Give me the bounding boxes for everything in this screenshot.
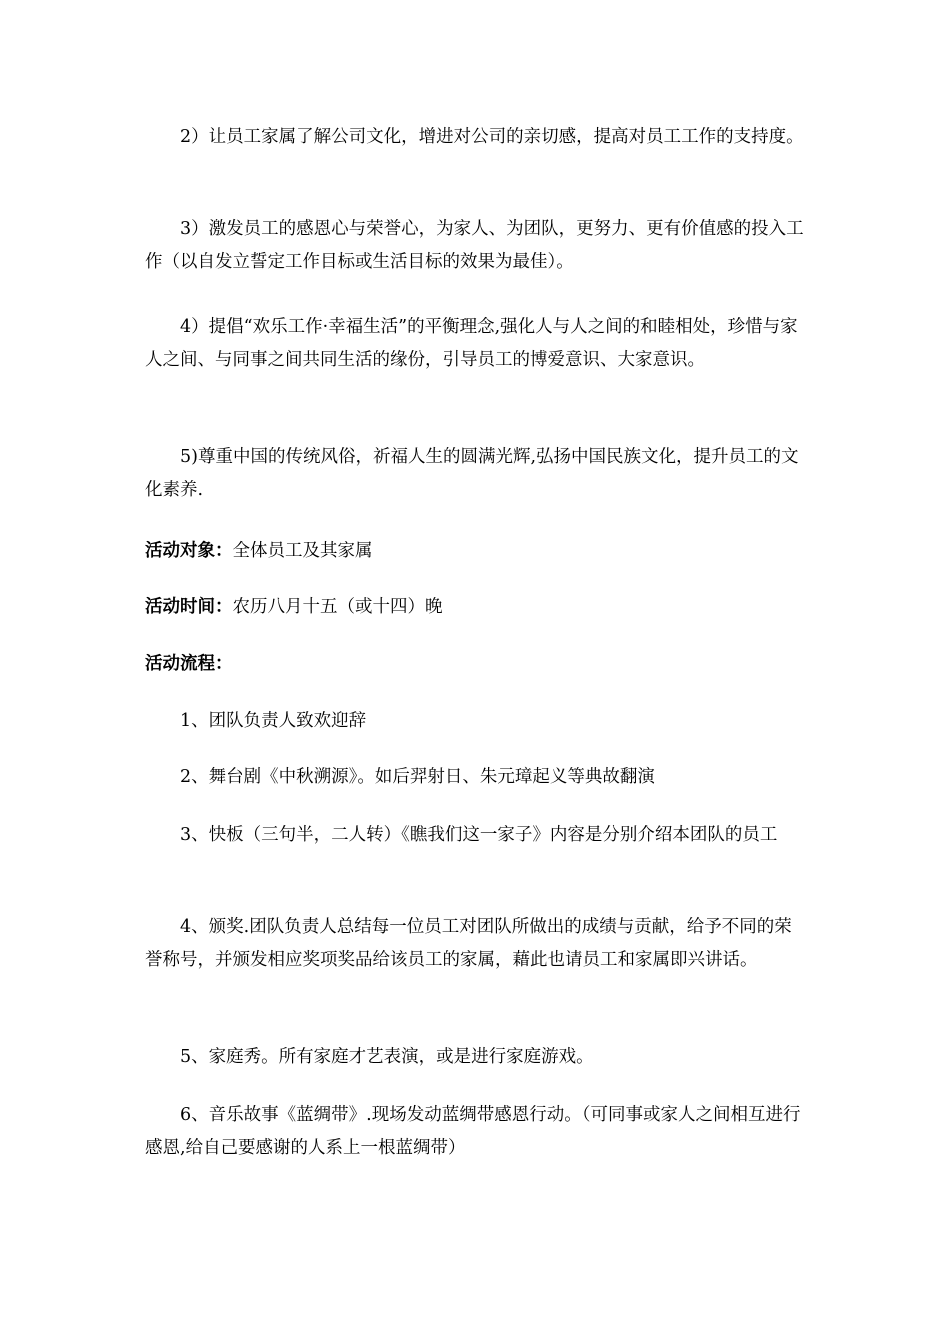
process-step-3: 3、快板（三句半，二人转）《瞧我们这一家子》内容是分别介绍本团队的员工 <box>180 825 778 845</box>
activity-target <box>145 535 805 568</box>
process-step-2: 2、舞台剧《中秋溯源》。如后羿射日、朱元璋起义等典故翻演 <box>180 767 655 787</box>
process-step-4: 4、颁奖.团队负责人总结每一位员工对团队所做出的成绩与贡献，给予不同的荣誉称号，并颁发相应奖项奖品给该员工的家属，藉此也请员工和家属即兴讲话。 <box>145 917 792 970</box>
activity-time-label: 活动时间： <box>145 597 233 617</box>
process-step-5: 5、家庭秀。所有家庭才艺表演，或是进行家庭游戏。 <box>180 1047 594 1067</box>
activity-time <box>145 591 805 624</box>
process-step-6: 6、音乐故事《蓝绸带》.现场发动蓝绸带感恩行动。（可同事或家人之间相互进行感恩,给自己要感谢的人系上一根蓝绸带） <box>145 1105 801 1158</box>
objective-3: 3）激发员工的感恩心与荣誉心，为家人、为团队，更努力、更有价值感的投入工作（以自发立誓定工作目标或生活目标的效果为最佳）。 <box>145 219 804 272</box>
activity-process <box>145 648 805 681</box>
objective-4: 4）提倡“欢乐工作·幸福生活”的平衡理念,强化人与人之间的和睦相处，珍惜与家人之间、与同事之间共同生活的缘份，引导员工的博爱意识、大家意识。 <box>145 317 798 370</box>
process-step-1: 1、团队负责人致欢迎辞 <box>180 711 367 731</box>
objective-2: 2）让员工家属了解公司文化，增进对公司的亲切感，提高对员工工作的支持度。 <box>180 127 804 147</box>
activity-time-value: 农历八月十五（或十四）晚 <box>232 597 443 617</box>
activity-target-value: 全体员工及其家属 <box>232 541 373 561</box>
objective-5: 5)尊重中国的传统风俗，祈福人生的圆满光辉,弘扬中国民族文化，提升员工的文化素养. <box>145 447 799 500</box>
activity-process-label: 活动流程： <box>145 654 233 674</box>
activity-target-label: 活动对象： <box>145 541 233 561</box>
